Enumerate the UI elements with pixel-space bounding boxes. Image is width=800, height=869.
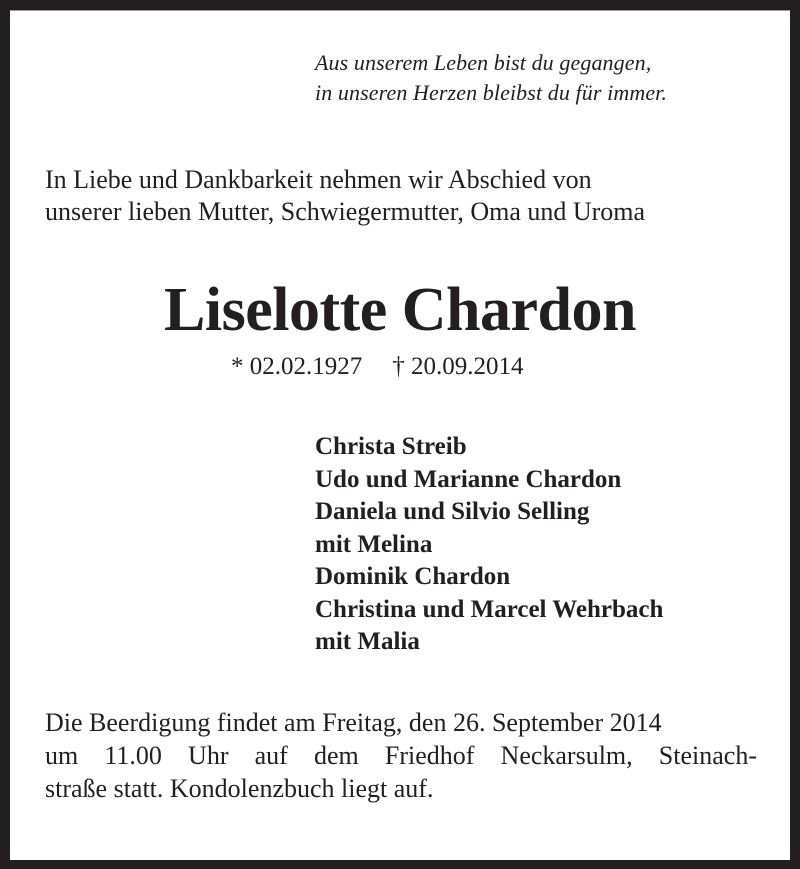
deceased-name: Liselotte Chardon xyxy=(164,276,636,344)
funeral-notice xyxy=(45,706,757,805)
life-dates xyxy=(231,352,524,382)
intro-line-1: In Liebe und Dankbarkeit nehmen wir Abschied von xyxy=(45,165,592,194)
mourners-list xyxy=(315,431,663,659)
mourner-item: mit Melina xyxy=(315,530,433,558)
funeral-line-2: um 11.00 Uhr auf dem Friedhof Neckarsulm, Steinach- xyxy=(45,741,757,770)
death-date: † 20.09.2014 xyxy=(392,353,524,380)
mourner-item: Daniela und Silvio Selling xyxy=(315,498,590,525)
mourner-item: Dominik Chardon xyxy=(315,563,511,590)
mourner-item: Udo und Marianne Chardon xyxy=(315,465,622,493)
motto-line-2: in unseren Herzen bleibst du für immer. xyxy=(315,80,668,105)
birth-date: * 02.02.1927 xyxy=(231,353,363,380)
motto-line-1: Aus unserem Leben bist du gegangen, xyxy=(315,50,652,75)
intro-line-2: unserer lieben Mutter, Schwiegermutter, Oma und Uroma xyxy=(45,197,646,226)
motto-quote xyxy=(315,48,667,108)
funeral-line-3: straße statt. Kondolenzbuch liegt auf. xyxy=(45,774,434,803)
intro-text xyxy=(45,164,645,228)
mourner-item: Christina und Marcel Wehrbach xyxy=(315,595,664,623)
mourner-item: Christa Streib xyxy=(315,433,467,460)
funeral-line-1: Die Beerdigung findet am Freitag, den 26. September 2014 xyxy=(45,708,662,737)
mourner-item: mit Malia xyxy=(315,628,420,655)
